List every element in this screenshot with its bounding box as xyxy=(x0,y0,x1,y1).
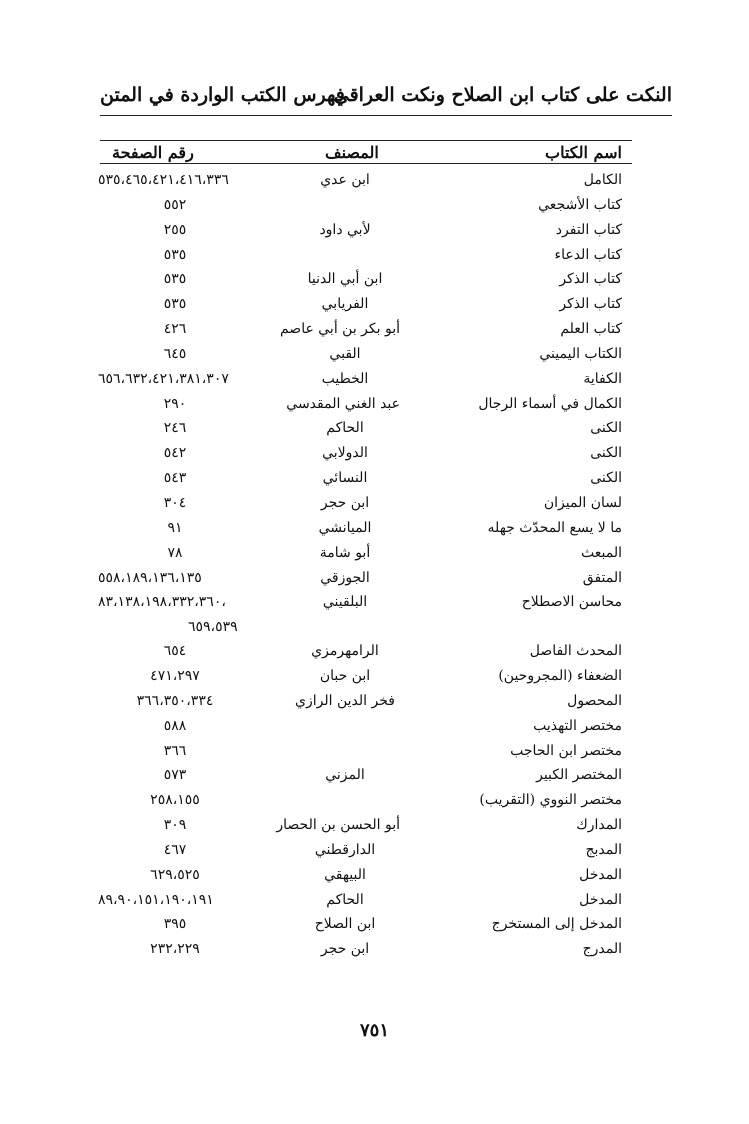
column-header-author: المصنف xyxy=(325,143,379,162)
page-numbers-cell: ٢٤٦ xyxy=(163,420,187,437)
book-title-cell: كتاب الذكر xyxy=(559,271,622,288)
table-row xyxy=(100,864,632,889)
author-cell: الميانشي xyxy=(318,519,372,536)
page-numbers-cell: ٥٣٥،٤٦٥،٤٢١،٤١٦،٣٣٦ xyxy=(98,172,229,188)
table-row xyxy=(100,169,632,194)
table-row xyxy=(100,268,632,293)
book-title-cell: المتفق xyxy=(582,569,622,586)
page-numbers-cell: ٣٠٩ xyxy=(163,817,187,834)
book-title-cell: الضعفاء (المجروحين) xyxy=(498,668,622,685)
book-title-cell: المبعث xyxy=(581,544,622,561)
book-title-cell: الكنى xyxy=(590,445,622,462)
table-row xyxy=(100,616,632,640)
table-row xyxy=(100,542,632,567)
page-numbers-cell: ٣٩٥ xyxy=(163,916,187,933)
section-title: فهرس الكتب الواردة في المتن xyxy=(100,84,345,106)
author-cell: ابن عدي xyxy=(320,172,370,188)
book-title-cell: المدارك xyxy=(576,817,622,834)
page-numbers-cell: ٥٣٥ xyxy=(163,271,187,288)
page-numbers-cell: ٥٤٢ xyxy=(163,445,187,462)
author-cell: ابن الصلاح xyxy=(314,916,376,933)
author-cell: الجوزقي xyxy=(320,569,370,586)
author-cell: أبو شامة xyxy=(319,544,371,561)
page-numbers-cell: ٥٥٢ xyxy=(163,196,187,213)
author-cell: النسائي xyxy=(322,470,368,487)
author-cell: ابن حبان xyxy=(319,668,371,685)
running-header xyxy=(100,82,672,112)
book-title-cell: المحدث الفاصل xyxy=(529,643,622,660)
page-numbers-cell: ٢٩٠ xyxy=(163,395,187,412)
table-row xyxy=(100,194,632,219)
page-numbers-cell: ٧٨ xyxy=(167,544,183,561)
book-title-cell: المدخل إلى المستخرج xyxy=(491,916,622,933)
page-numbers-cell: ٣٠٤ xyxy=(163,494,187,511)
table-row xyxy=(100,417,632,442)
column-header-book: اسم الكتاب xyxy=(545,143,622,162)
table-row xyxy=(100,789,632,814)
book-title-cell: كتاب العلم xyxy=(560,321,622,338)
table-row xyxy=(100,764,632,789)
table-row xyxy=(100,889,632,914)
page-numbers-cell: ٨٣،١٣٨،١٩٨،٣٣٢،٣٦٠، xyxy=(98,594,226,611)
table-row xyxy=(100,368,632,393)
page-numbers-cell: ٣٦٦،٣٥٠،٣٣٤ xyxy=(136,692,214,709)
page-numbers-cell: ٤٦٧ xyxy=(163,841,187,858)
book-title-cell: المدرج xyxy=(582,941,622,958)
page-numbers-cell: ٢٥٥ xyxy=(163,221,187,238)
page-numbers-cell: ٦٤٥ xyxy=(163,345,187,362)
table-top-rule xyxy=(100,140,632,141)
page-numbers-cell: ٥٨٨ xyxy=(163,717,187,734)
page-numbers-cell: ٥٥٨،١٨٩،١٣٦،١٣٥ xyxy=(98,569,202,586)
book-title-cell: الكامل xyxy=(583,172,622,188)
author-cell: ابن حجر xyxy=(320,941,370,958)
page-numbers-cell: ٦٢٩،٥٢٥ xyxy=(150,866,200,883)
table-row xyxy=(100,343,632,368)
page-numbers-cell: ٢٣٢،٢٢٩ xyxy=(150,941,200,958)
author-cell: الفريابي xyxy=(321,296,369,313)
author-cell: الخطيب xyxy=(321,370,369,387)
table-row xyxy=(100,219,632,244)
book-title-cell: كتاب التفرد xyxy=(555,221,622,238)
table-row xyxy=(100,517,632,542)
page-numbers-cell: ٥٤٣ xyxy=(163,470,187,487)
table-row xyxy=(100,665,632,690)
table-row xyxy=(100,640,632,665)
book-title-cell: لسان الميزان xyxy=(543,494,622,511)
page-numbers-cell: ٦٥٩،٥٣٩ xyxy=(188,619,238,636)
page-numbers-cell: ٩١ xyxy=(167,519,183,536)
table-row xyxy=(100,938,632,963)
book-title-cell: مختصر التهذيب xyxy=(533,717,622,734)
table-row xyxy=(100,442,632,467)
book-title-cell: مختصر النووي (التقريب) xyxy=(479,792,622,809)
table-row xyxy=(100,393,632,418)
page-numbers-cell: ٢٥٨،١٥٥ xyxy=(150,792,200,809)
author-cell: البلقيني xyxy=(322,594,368,611)
book-title-cell: المحصول xyxy=(567,692,622,709)
table-row xyxy=(100,244,632,269)
page-numbers-cell: ٨٩،٩٠،١٥١،١٩٠،١٩١ xyxy=(98,891,214,908)
book-title-cell: المدبج xyxy=(585,841,622,858)
table-row xyxy=(100,567,632,592)
book-title-cell: المدخل xyxy=(579,866,622,883)
book-title-cell: كتاب الذكر xyxy=(559,296,622,313)
table-row xyxy=(100,839,632,864)
author-cell: البيهقي xyxy=(324,866,366,883)
page-number: ٧٥١ xyxy=(359,1020,389,1041)
book-title: النكت على كتاب ابن الصلاح ونكت العراقي xyxy=(333,84,672,106)
table-row xyxy=(100,715,632,740)
book-title-cell: الكفاية xyxy=(583,370,622,387)
page-numbers-cell: ٥٣٥ xyxy=(163,246,187,263)
book-title-cell: الكنى xyxy=(590,420,622,437)
book-title-cell: ما لا يسع المحدّث جهله xyxy=(487,519,622,536)
book-title-cell: كتاب الدعاء xyxy=(554,246,622,263)
author-cell: فخر الدين الرازي xyxy=(295,692,395,709)
page-numbers-cell: ٣٦٦ xyxy=(163,742,187,759)
book-title-cell: الكمال في أسماء الرجال xyxy=(478,395,622,412)
table-row xyxy=(100,814,632,839)
book-title-cell: الكتاب اليميني xyxy=(539,345,622,362)
table-row xyxy=(100,591,632,616)
page-numbers-cell: ٤٧١،٢٩٧ xyxy=(150,668,200,685)
author-cell: أبو الحسن بن الحصار xyxy=(276,817,400,834)
author-cell: عبد الغني المقدسي xyxy=(286,395,400,412)
table-row xyxy=(100,492,632,517)
book-title-cell: الكنى xyxy=(590,470,622,487)
page-numbers-cell: ٥٣٥ xyxy=(163,296,187,313)
author-cell: لأبي داود xyxy=(319,221,371,238)
author-cell: القبي xyxy=(329,345,361,362)
book-title-cell: المختصر الكبير xyxy=(536,767,622,784)
author-cell: المزني xyxy=(325,767,365,784)
table-row xyxy=(100,293,632,318)
author-cell: ابن حجر xyxy=(320,494,370,511)
page-numbers-cell: ٦٥٦،٦٣٢،٤٢١،٣٨١،٣٠٧ xyxy=(98,370,229,387)
page-numbers-cell: ٦٥٤ xyxy=(163,643,187,660)
author-cell: أبو بكر بن أبي عاصم xyxy=(279,321,400,338)
table-body xyxy=(100,169,632,963)
column-header-page: رقم الصفحة xyxy=(112,143,194,162)
table-row xyxy=(100,467,632,492)
author-cell: ابن أبي الدنيا xyxy=(307,271,383,288)
author-cell: الدولابي xyxy=(322,445,368,462)
table-row xyxy=(100,740,632,765)
table-row xyxy=(100,690,632,715)
author-cell: الدارقطني xyxy=(314,841,376,858)
page-numbers-cell: ٤٢٦ xyxy=(163,321,187,338)
book-title-cell: المدخل xyxy=(579,891,622,908)
author-cell: الحاكم xyxy=(326,420,364,437)
table-row xyxy=(100,913,632,938)
book-title-cell: محاسن الاصطلاح xyxy=(521,594,622,611)
book-title-cell: كتاب الأشجعي xyxy=(538,196,622,213)
book-title-cell: مختصر ابن الحاجب xyxy=(510,742,622,759)
header-divider xyxy=(100,115,672,116)
table-header-rule xyxy=(100,163,632,164)
page-numbers-cell: ٥٧٣ xyxy=(163,767,187,784)
author-cell: الرامهرمزي xyxy=(311,643,379,660)
author-cell: الحاكم xyxy=(326,891,364,908)
table-row xyxy=(100,318,632,343)
